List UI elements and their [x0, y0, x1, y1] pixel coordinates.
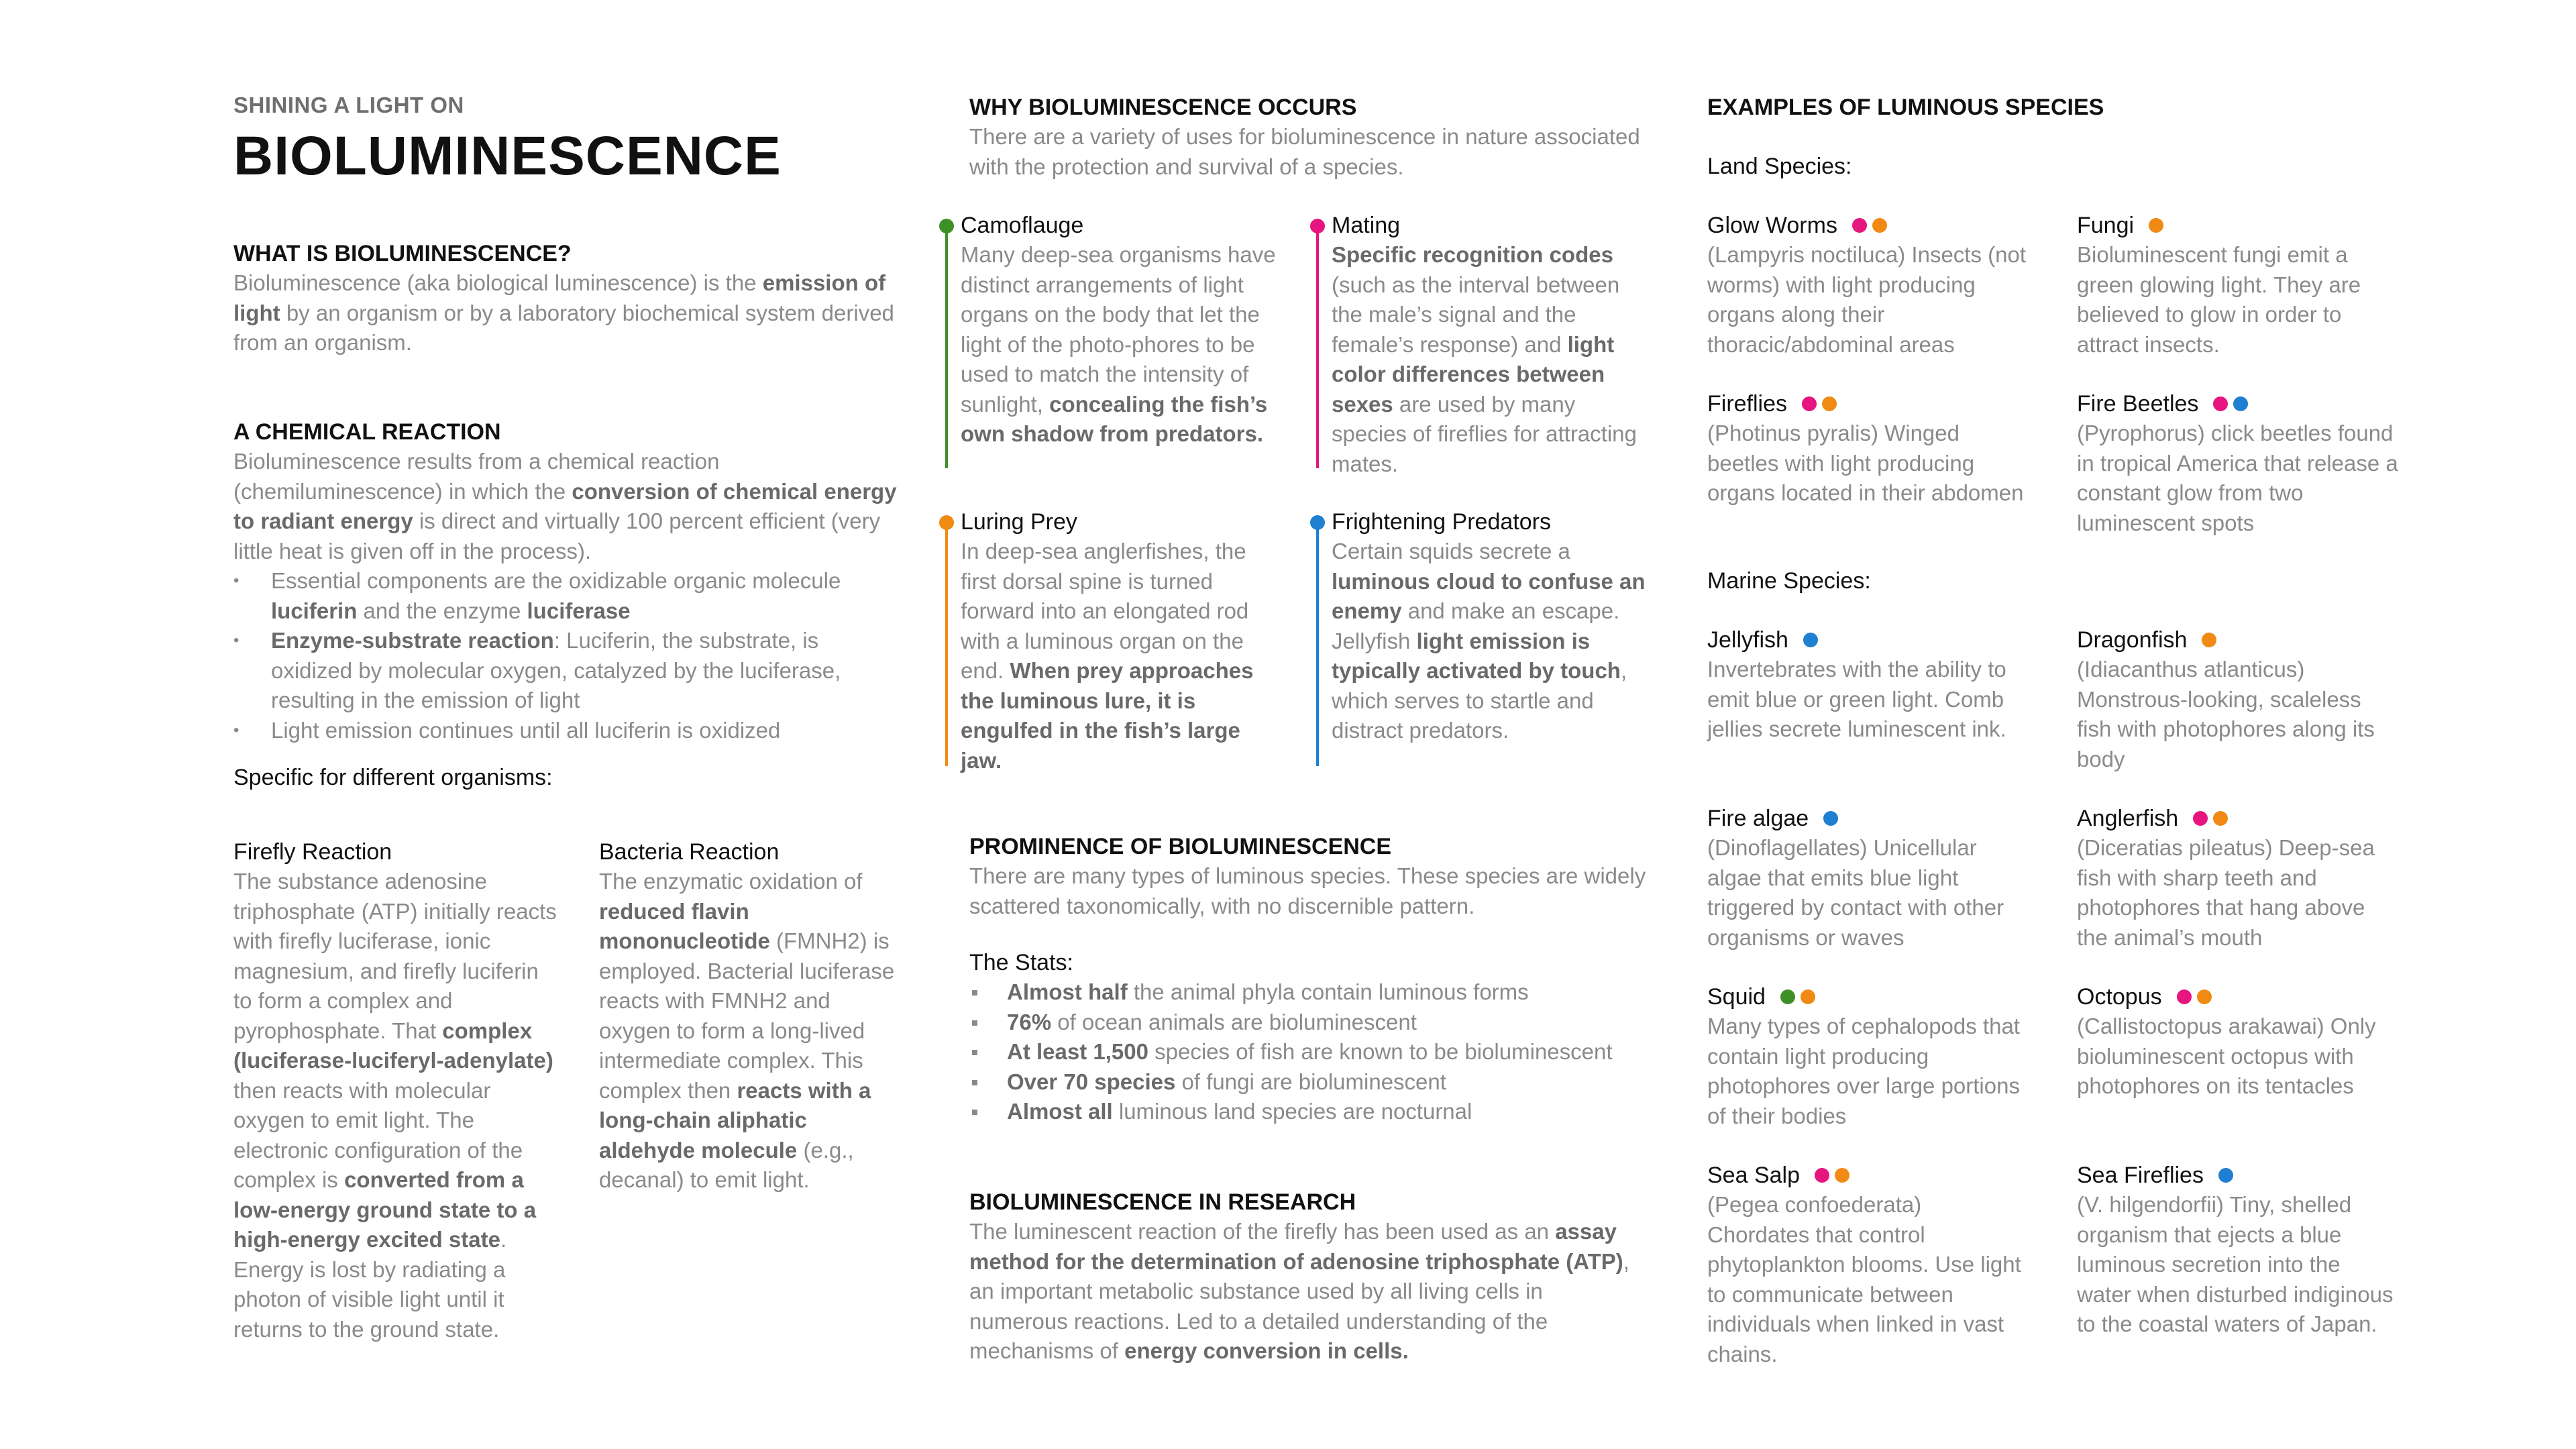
specific-label: Specific for different organisms:	[233, 765, 553, 790]
species-desc: (Pegea confoederata) Chordates that control phytoplankton blooms. Use light to communicate between individuals when linked in vast chains.	[1707, 1192, 2021, 1366]
species-squid	[1707, 982, 2029, 1131]
species-fire-beetles	[2077, 389, 2399, 538]
species-fungi	[2077, 211, 2399, 360]
research-heading: BIOLUMINESCENCE IN RESEARCH	[969, 1189, 1356, 1215]
section-prominence	[969, 832, 1647, 1127]
blue-dot-icon	[2233, 396, 2248, 411]
species-sea-fireflies	[2077, 1161, 2399, 1340]
orange-dot-icon	[2213, 811, 2228, 826]
chemical-heading: A CHEMICAL REACTION	[233, 419, 501, 445]
why-heading: WHY BIOLUMINESCENCE OCCURS	[969, 95, 1357, 120]
header	[233, 93, 898, 184]
orange-bar	[945, 522, 948, 766]
pink-dot-icon	[2177, 989, 2192, 1004]
species-name: Fireflies	[1707, 391, 1788, 417]
species-desc: Bioluminescent fungi emit a green glowing light. They are believed to glow in order to attract insects.	[2077, 242, 2361, 357]
camo-label: Camoflauge	[961, 213, 1084, 238]
orange-dot-icon	[1822, 396, 1837, 411]
species-desc: (Dinoflagellates) Unicellular algae that emits blue light triggered by contact with other organisms or waves	[1707, 835, 2004, 950]
species-desc: (Pyrophorus) click beetles found in tropical America that release a constant glow from two luminescent spots	[2077, 421, 2398, 535]
what-text: Bioluminescence (aka biological luminescence) is the emission of light by an organism or by a laboratory biochemical system derived from an organism.	[233, 270, 894, 355]
list-item: At least 1,500 species of fish are known to be bioluminescent	[969, 1037, 1647, 1067]
camo-text: Many deep-sea organisms have distinct arrangements of light organs on the body that let the light of the photo-phores to be used to match the intensity of sunlight, concealing the fish’s own shadow from predators.	[961, 242, 1276, 446]
species-desc: (V. hilgendorfii) Tiny, shelled organism that ejects a blue luminous secretion into the water when disturbed indiginous to the coastal waters of Japan.	[2077, 1192, 2394, 1336]
pink-dot-icon	[1815, 1168, 1829, 1183]
why-intro: There are a variety of uses for bioluminescence in nature associated with the protection and survival of a species.	[969, 124, 1640, 179]
section-what	[233, 239, 898, 358]
blue-bar	[1316, 522, 1319, 766]
green-bar	[945, 225, 948, 468]
bacteria-label: Bacteria Reaction	[599, 839, 780, 865]
species-name: Octopus	[2077, 984, 2162, 1010]
list-item: Over 70 species of fungi are bioluminescent	[969, 1067, 1647, 1097]
prominence-heading: PROMINENCE OF BIOLUMINESCENCE	[969, 834, 1392, 859]
stats-list	[969, 977, 1647, 1127]
blue-dot-icon	[1823, 811, 1838, 826]
stats-label: The Stats:	[969, 950, 1073, 975]
species-name: Fire Beetles	[2077, 391, 2199, 417]
research-text: The luminescent reaction of the firefly has been used as an assay method for the determination of adenosine triphosphate (ATP), an important metabolic substance used by all living cells in numerous reactions. Led to a detailed understanding of the mechanisms of energy conversion in cells.	[969, 1219, 1629, 1363]
species-desc: (Diceratias pileatus) Deep-sea fish with sharp teeth and photophores that hang above the animal’s mouth	[2077, 835, 2375, 950]
species-anglerfish	[2077, 804, 2399, 953]
what-heading: WHAT IS BIOLUMINESCENCE?	[233, 241, 572, 266]
bacteria-text: The enzymatic oxidation of reduced flavin mononucleotide (FMNH2) is employed. Bacterial luciferase reacts with FMNH2 and oxygen to form a long-lived intermediate complex. This complex then reacts with a long-chain aliphatic aldehyde molecule (e.g., decanal) to emit light.	[599, 869, 895, 1192]
section-examples	[1707, 93, 2412, 122]
species-jellyfish	[1707, 625, 2029, 745]
bacteria-reaction	[599, 837, 898, 1344]
species-desc: (Idiacanthus atlanticus) Monstrous-looking, scaleless fish with photophores along its body	[2077, 657, 2375, 771]
page-title: BIOLUMINESCENCE	[233, 125, 782, 186]
pink-bar	[1316, 225, 1319, 468]
use-mating	[1310, 211, 1647, 479]
pink-dot-icon	[1852, 218, 1867, 233]
species-desc: Invertebrates with the ability to emit blue or green light. Comb jellies secrete luminescent ink.	[1707, 657, 2006, 741]
species-name: Jellyfish	[1707, 627, 1788, 653]
species-desc: (Lampyris noctiluca) Insects (not worms) with light producing organs along their thoracic/abdominal areas	[1707, 242, 2027, 357]
species-name: Dragonfish	[2077, 627, 2188, 653]
species-desc: (Photinus pyralis) Winged beetles with light producing organs located in their abdomen	[1707, 421, 2024, 505]
fright-label: Frightening Predators	[1332, 509, 1551, 535]
mating-text: Specific recognition codes (such as the interval between the male’s signal and the female’s response) and light color differences between sexes are used by many species of fireflies for attracting mates.	[1332, 242, 1637, 476]
mating-label: Mating	[1332, 213, 1401, 238]
orange-dot-icon	[2202, 633, 2216, 647]
marine-label: Marine Species:	[1707, 568, 1871, 594]
firefly-reaction	[233, 837, 559, 1344]
blue-dot-icon	[1803, 633, 1818, 647]
orange-dot-icon	[1872, 218, 1887, 233]
species-sea-salp	[1707, 1161, 2029, 1369]
pink-dot-icon	[2213, 396, 2228, 411]
blue-dot-icon	[2218, 1168, 2233, 1183]
orange-dot-icon	[2149, 218, 2163, 233]
use-luring-prey	[939, 507, 1276, 775]
prey-label: Luring Prey	[961, 509, 1077, 535]
chemical-text: Bioluminescence results from a chemical reaction (chemiluminescence) in which the conversion of chemical energy to radiant energy is direct and virtually 100 percent efficient (very little heat is given off in the process).	[233, 449, 897, 564]
fright-text: Certain squids secrete a luminous cloud to confuse an enemy and make an escape. Jellyfish light emission is typically activated by touch, which serves to startle and distract predators.	[1332, 539, 1646, 743]
section-chemical	[233, 417, 898, 792]
species-name: Sea Fireflies	[2077, 1163, 2204, 1188]
list-item: • Essential components are the oxidizable organic molecule luciferin and the enzyme luciferase	[233, 566, 898, 626]
species-desc: Many types of cephalopods that contain light producing photophores over large portions of their bodies	[1707, 1014, 2020, 1128]
header-kicker: SHINING A LIGHT ON	[233, 93, 464, 117]
orange-dot-icon	[1801, 989, 1815, 1004]
list-item: 76% of ocean animals are bioluminescent	[969, 1008, 1647, 1038]
list-item: • Light emission continues until all luciferin is oxidized	[233, 716, 898, 746]
reactions	[233, 837, 898, 1344]
pink-dot-icon	[2193, 811, 2208, 826]
chemical-list	[233, 566, 898, 745]
examples-heading: EXAMPLES OF LUMINOUS SPECIES	[1707, 95, 2104, 120]
orange-dot-icon	[2197, 989, 2212, 1004]
species-fire-algae	[1707, 804, 2029, 953]
land-label: Land Species:	[1707, 154, 1852, 179]
species-glow-worms	[1707, 211, 2029, 360]
pink-dot-icon	[1802, 396, 1817, 411]
species-desc: (Callistoctopus arakawai) Only bioluminescent octopus with photophores on its tentacles	[2077, 1014, 2376, 1098]
section-why	[969, 93, 1647, 182]
prominence-intro: There are many types of luminous species. These species are widely scattered taxonomically, with no discernible pattern.	[969, 863, 1646, 918]
firefly-text: The substance adenosine triphosphate (ATP) initially reacts with firefly luciferase, ionic magnesium, and firefly luciferin to form a complex and pyrophosphate. That complex (luciferase-luciferyl-adenylate) then reacts with molecular oxygen to emit light. The electronic configuration of the complex is converted from a low-energy ground state to a high-energy excited state. Energy is lost by radiating a photon of visible light until it returns to the ground state.	[233, 869, 557, 1342]
species-name: Fire algae	[1707, 806, 1809, 831]
species-name: Anglerfish	[2077, 806, 2179, 831]
species-fireflies	[1707, 389, 2029, 508]
species-dragonfish	[2077, 625, 2399, 774]
species-name: Fungi	[2077, 213, 2135, 238]
use-camouflage	[939, 211, 1276, 449]
species-name: Glow Worms	[1707, 213, 1837, 238]
species-name: Squid	[1707, 984, 1766, 1010]
firefly-label: Firefly Reaction	[233, 839, 392, 865]
prey-text: In deep-sea anglerfishes, the first dorsal spine is turned forward into an elongated rod with a luminous organ on the end. When prey approaches the luminous lure, it is engulfed in the fish’s large jaw.	[961, 539, 1254, 773]
section-research	[969, 1187, 1647, 1366]
orange-dot-icon	[1835, 1168, 1849, 1183]
use-frightening-predators	[1310, 507, 1647, 746]
green-dot-icon	[1780, 989, 1795, 1004]
list-item: • Enzyme-substrate reaction: Luciferin, the substrate, is oxidized by molecular oxygen, catalyzed by the luciferase, resulting in the emission of light	[233, 626, 898, 716]
species-name: Sea Salp	[1707, 1163, 1800, 1188]
list-item: Almost half the animal phyla contain luminous forms	[969, 977, 1647, 1008]
list-item: Almost all luminous land species are nocturnal	[969, 1097, 1647, 1127]
species-octopus	[2077, 982, 2399, 1102]
